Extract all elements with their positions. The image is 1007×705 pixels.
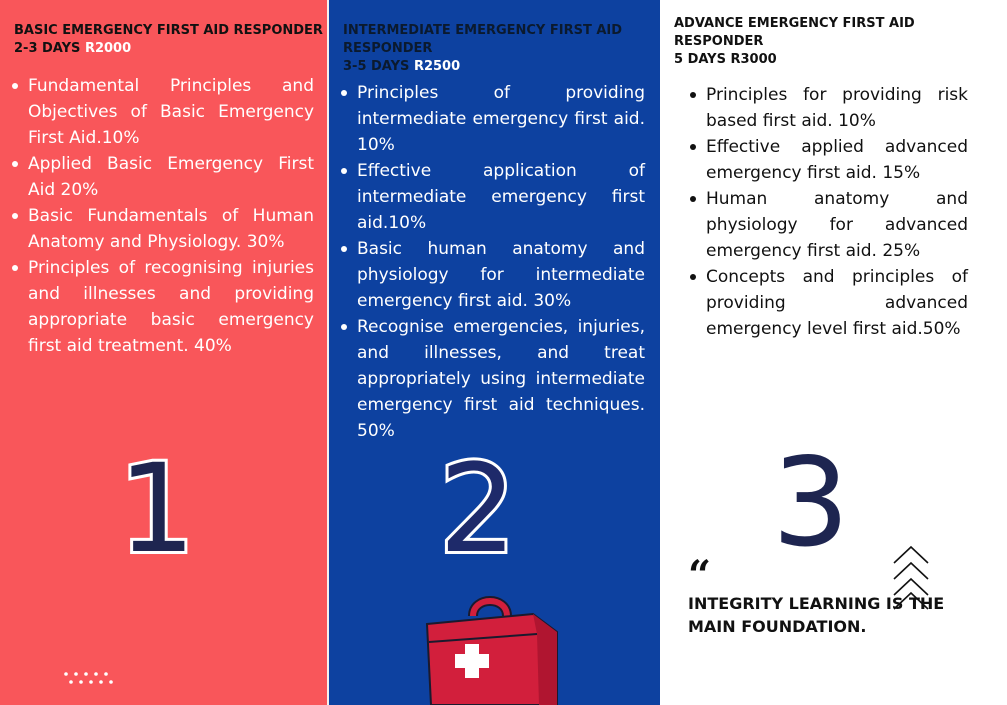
panel-heading bbox=[674, 15, 1004, 69]
list-item: Basic human anatomy and physiology for intermediate emergency first aid. 30% bbox=[339, 236, 645, 314]
list-item: Human anatomy and physiology for advanced emergency first aid. 25% bbox=[688, 186, 968, 264]
panel-duration: 5 DAYS R3000 bbox=[674, 52, 777, 67]
list-item: Concepts and principles of providing advanced emergency level first aid.50% bbox=[688, 264, 968, 342]
quote-mark: “ bbox=[688, 552, 712, 599]
panel-basic bbox=[0, 0, 329, 705]
panel-heading bbox=[14, 22, 324, 58]
list-item: Principles for providing risk based first aid. 10% bbox=[688, 82, 968, 134]
panel-title: BASIC EMERGENCY FIRST AID RESPONDER bbox=[14, 23, 323, 38]
topic-list bbox=[688, 82, 968, 342]
panel-heading bbox=[343, 22, 653, 76]
topic-list bbox=[339, 80, 645, 444]
level-number: 3 bbox=[772, 432, 850, 574]
first-aid-kit-icon bbox=[421, 588, 559, 705]
quote-text: INTEGRITY LEARNING IS THE MAIN FOUNDATION. bbox=[688, 594, 945, 636]
chevron-up-stack-icon bbox=[892, 545, 930, 611]
panel-title: INTERMEDIATE EMERGENCY FIRST AID RESPONDER bbox=[343, 23, 623, 56]
panel-price: R2000 bbox=[84, 41, 132, 56]
list-item: Fundamental Principles and Objectives of Basic Emergency First Aid.10% bbox=[10, 73, 314, 151]
panel-price: R2500 bbox=[413, 59, 461, 74]
panel-duration: 2-3 DAYS bbox=[14, 41, 85, 56]
panel-meta bbox=[343, 58, 653, 76]
list-item: Recognise emergencies, injuries, and illnesses, and treat appropriately using intermediate emergency first aid techniques. 50% bbox=[339, 314, 645, 444]
topic-list bbox=[10, 73, 314, 359]
list-item: Principles of recognising injuries and illnesses and providing appropriate basic emergency first aid treatment. 40% bbox=[10, 255, 314, 359]
level-number: 1 bbox=[118, 438, 196, 580]
panel-advance bbox=[660, 0, 1007, 705]
panel-intermediate bbox=[329, 0, 660, 705]
panel-meta bbox=[14, 40, 324, 58]
panel-duration: 3-5 DAYS bbox=[343, 59, 414, 74]
list-item: Applied Basic Emergency First Aid 20% bbox=[10, 151, 314, 203]
list-item: Basic Fundamentals of Human Anatomy and Physiology. 30% bbox=[10, 203, 314, 255]
panel-title: ADVANCE EMERGENCY FIRST AID RESPONDER bbox=[674, 16, 915, 49]
level-number: 2 bbox=[439, 438, 517, 580]
panel-meta bbox=[674, 51, 1004, 69]
dots-decoration-icon bbox=[62, 670, 118, 686]
list-item: Effective application of intermediate emergency first aid.10% bbox=[339, 158, 645, 236]
list-item: Principles of providing intermediate emergency first aid. 10% bbox=[339, 80, 645, 158]
list-item: Effective applied advanced emergency first aid. 15% bbox=[688, 134, 968, 186]
